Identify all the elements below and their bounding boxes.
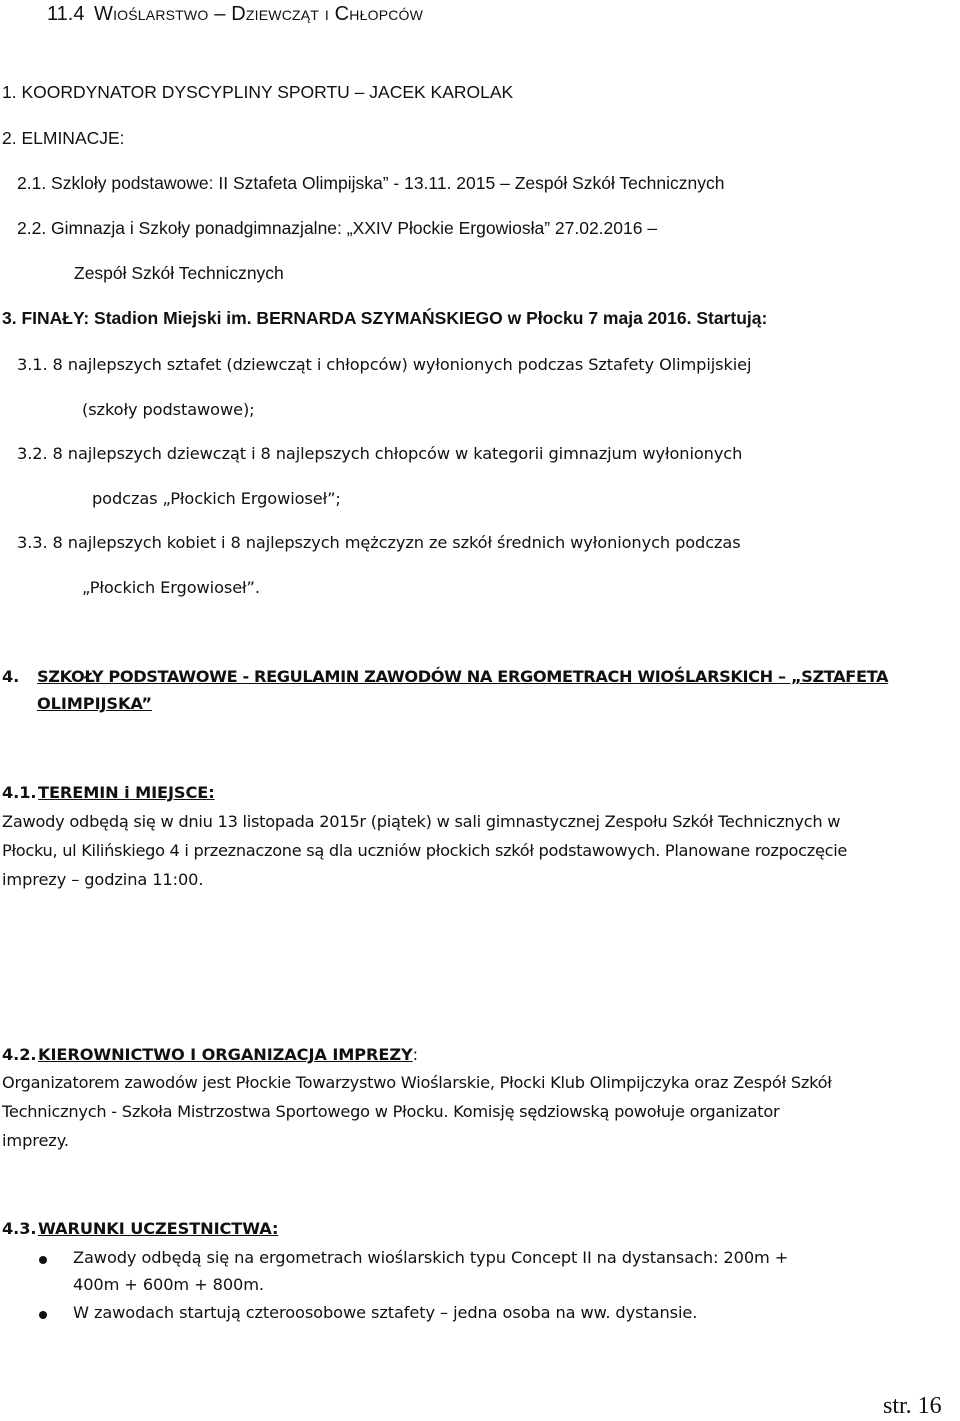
eliminations-heading: 2. ELMINACJE: [2,128,125,148]
section-4-2-paragraph-line3: imprezy. [2,1131,69,1150]
finals-item-3-1: 3.1. 8 najlepszych sztafet (dziewcząt i chłopców) wyłonionych podczas Sztafety Olimpijskiej [17,355,752,374]
title-text: Wioślarstwo – Dziewcząt i Chłopców [94,3,424,25]
eliminations-item-2-1: 2.1. Szkloły podstawowe: II Sztafeta Olimpijska” - 13.11. 2015 – Zespół Szkół Technicznych [17,173,725,193]
page-number: str. 16 [883,1393,942,1419]
conditions-item-1-line1: Zawody odbędą się na ergometrach wioślarskich typu Concept II na dystansach: 200m + [73,1248,789,1267]
section-4-2-heading [38,1045,418,1064]
page-title [47,2,423,26]
eliminations-item-2-2: 2.2. Gimnazja i Szkoły ponadgimnazjalne: „XXIV Płockie Ergowiosła” 27.02.2016 – [17,218,658,238]
title-number: 11.4 [47,3,85,25]
finals-line: 3. FINAŁY: Stadion Miejski im. BERNARDA SZYMAŃSKIEGO w Płocku 7 maja 2016. Startują: [2,308,768,328]
conditions-item-1-line2: 400m + 600m + 800m. [73,1275,264,1294]
finals-item-3-3: 3.3. 8 najlepszych kobiet i 8 najlepszych mężczyzn ze szkół średnich wyłonionych podczas [17,533,741,552]
bullet-icon [39,1311,47,1319]
section-4-1-heading: TEREMIN i MIEJSCE: [38,783,215,802]
section-4-2-number: 4.2. [2,1045,37,1064]
finals-item-3-3-cont: „Płockich Ergowioseł”. [82,578,260,597]
section-4-number: 4. [2,667,20,686]
section-4-heading-line2: OLIMPIJSKA” [37,694,152,713]
finals-item-3-2: 3.2. 8 najlepszych dziewcząt i 8 najlepszych chłopców w kategorii gimnazjum wyłonionych [17,444,743,463]
section-4-2-heading-text: KIEROWNICTWO I ORGANIZACJA IMPREZY [38,1045,413,1064]
bullet-icon [39,1256,47,1264]
section-4-2-paragraph-line2: Technicznych - Szkoła Mistrzostwa Sportowego w Płocku. Komisję sędziowską powołuje organizator [2,1102,780,1121]
eliminations-item-2-2-cont: Zespół Szkół Technicznych [74,263,284,283]
section-4-3-heading: WARUNKI UCZESTNICTWA: [38,1219,279,1238]
section-4-1-number: 4.1. [2,783,37,802]
coordinator-line: 1. KOORDYNATOR DYSCYPLINY SPORTU – JACEK KAROLAK [2,82,514,102]
section-4-heading-line1: SZKOŁY PODSTAWOWE - REGULAMIN ZAWODÓW NA ERGOMETRACH WIOŚLARSKICH – „SZTAFETA [37,667,889,686]
section-4-3-number: 4.3. [2,1219,37,1238]
section-4-2-paragraph-line1: Organizatorem zawodów jest Płockie Towarzystwo Wioślarskie, Płocki Klub Olimpijczyka oraz Zespół Szkół [2,1073,832,1092]
section-4-1-paragraph-line3: imprezy – godzina 11:00. [2,870,204,889]
section-4-2-heading-colon: : [412,1045,418,1064]
finals-item-3-2-cont: podczas „Płockich Ergowioseł”; [92,489,341,508]
conditions-item-2: W zawodach startują czteroosobowe sztafety – jedna osoba na ww. dystansie. [73,1303,698,1322]
section-4-1-paragraph-line1: Zawody odbędą się w dniu 13 listopada 2015r (piątek) w sali gimnastycznej Zespołu Szkół Technicznych w [2,812,841,831]
section-4-1-paragraph-line2: Płocku, ul Kilińskiego 4 i przeznaczone są dla uczniów płockich szkół podstawowych. Planowane rozpoczęcie [2,841,848,860]
finals-item-3-1-cont: (szkoły podstawowe); [82,400,255,419]
